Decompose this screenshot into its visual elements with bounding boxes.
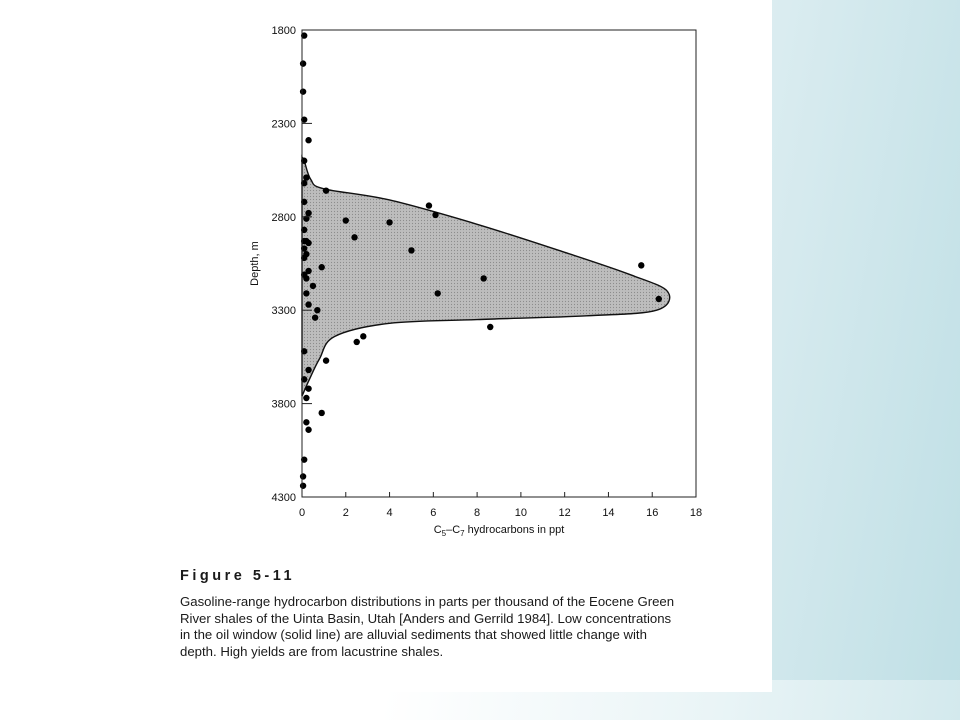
y-tick-label: 4300 — [271, 492, 296, 504]
data-point — [303, 419, 309, 425]
data-point — [305, 137, 311, 143]
figure-label: Figure 5-11 — [180, 568, 296, 584]
x-tick-label: 6 — [430, 507, 437, 519]
data-point — [435, 290, 441, 296]
x-tick-label: 18 — [689, 507, 703, 519]
y-tick-label: 2800 — [271, 211, 296, 224]
y-axis-label: Depth, m — [249, 241, 261, 286]
data-point — [656, 296, 662, 302]
data-point — [305, 367, 311, 373]
x-tick-label: 16 — [646, 507, 659, 519]
data-point — [305, 385, 311, 391]
data-point — [305, 427, 311, 433]
data-point — [300, 483, 306, 489]
data-point — [310, 283, 316, 289]
x-tick-label: 8 — [474, 507, 481, 519]
y-tick-label: 3800 — [271, 398, 296, 411]
caption-line: River shales of the Uinta Basin, Utah [Anders and Gerrild 1984]. Low concentrations — [180, 610, 672, 626]
data-point — [426, 202, 432, 208]
data-point — [638, 262, 644, 268]
data-point — [323, 357, 329, 363]
x-tick-label: 2 — [342, 507, 349, 519]
y-tick-label: 2300 — [271, 118, 296, 131]
data-point — [300, 88, 306, 94]
caption-line: in the oil window (solid line) are alluvial sediments that showed little change with — [180, 627, 647, 642]
data-point — [314, 307, 320, 313]
data-point — [319, 410, 325, 416]
caption-line: depth. High yields are from lacustrine shales. — [180, 643, 444, 659]
data-point — [323, 187, 329, 193]
caption-text — [180, 594, 760, 660]
caption-line: Gasoline-range hydrocarbon distributions in parts per thousand of the Eocene Green — [180, 594, 675, 609]
data-point — [343, 217, 349, 223]
data-point — [303, 174, 309, 180]
data-point — [300, 473, 306, 479]
data-point — [386, 219, 392, 225]
data-point — [354, 339, 360, 345]
x-axis-label: $C_5-C_7$ hydrocarbons in ppt — [433, 524, 565, 538]
x-tick-label: 14 — [602, 507, 615, 519]
data-point — [319, 264, 325, 270]
x-tick-label: 0 — [298, 507, 306, 519]
data-point — [305, 301, 311, 307]
data-point — [305, 240, 311, 246]
data-point — [303, 395, 309, 401]
data-point — [351, 234, 357, 240]
data-point — [305, 210, 311, 216]
figure-caption — [180, 568, 760, 660]
data-point — [487, 324, 493, 330]
x-tick-label: 12 — [558, 507, 571, 519]
data-point — [408, 247, 414, 253]
data-point — [303, 275, 309, 281]
y-tick-label: 3300 — [271, 305, 296, 318]
data-point — [360, 333, 366, 339]
data-point — [303, 290, 309, 296]
data-point — [312, 314, 318, 320]
data-point — [480, 275, 486, 281]
x-tick-label: 4 — [386, 507, 393, 519]
y-tick-label: 1800 — [271, 25, 296, 37]
data-point — [300, 60, 306, 66]
x-tick-label: 10 — [514, 507, 528, 519]
data-point — [432, 212, 438, 218]
